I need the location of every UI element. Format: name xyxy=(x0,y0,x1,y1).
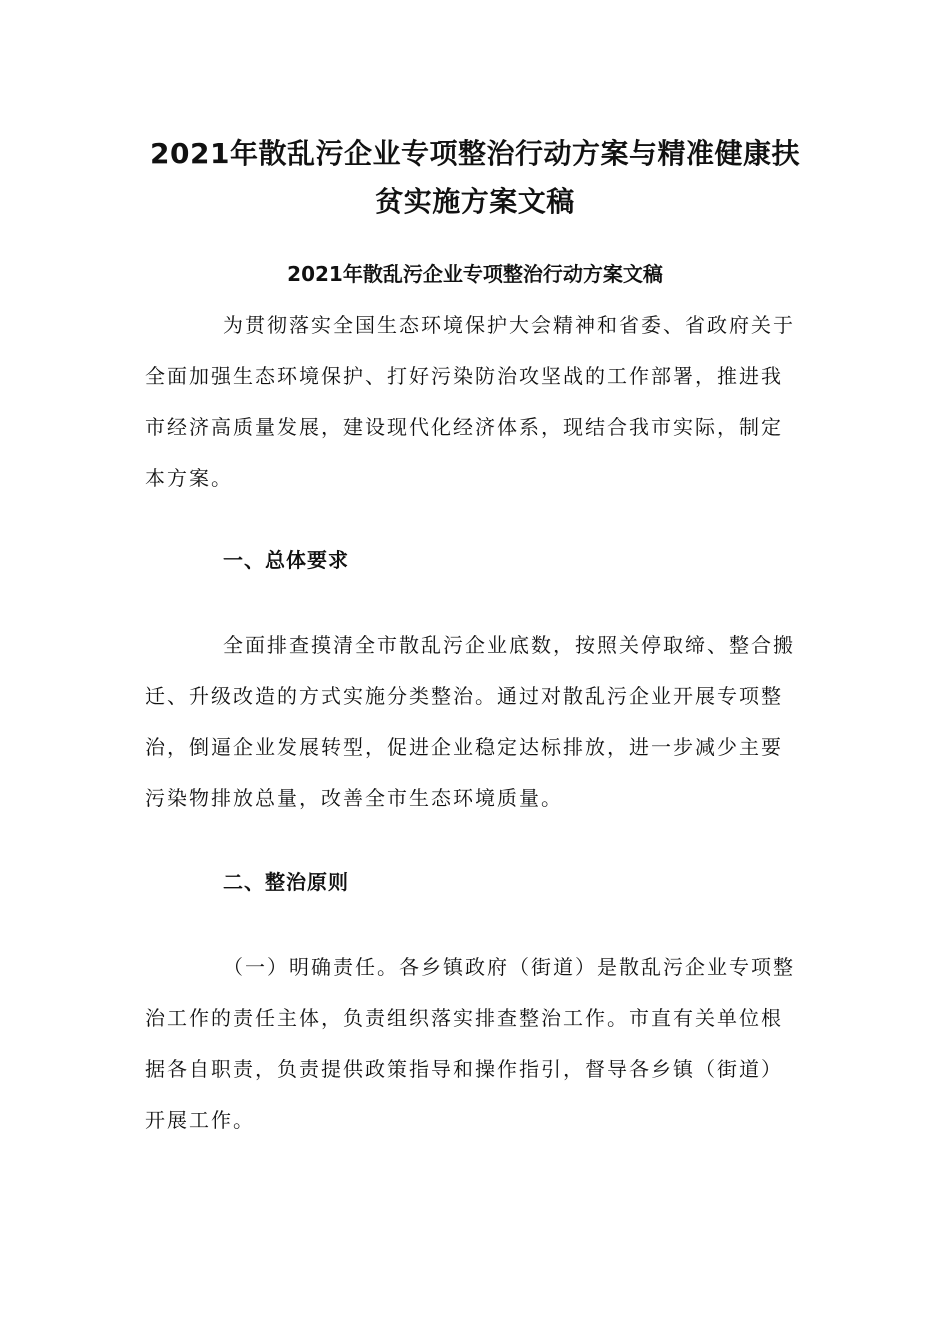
paragraph-line: （一）明确责任。各乡镇政府（街道）是散乱污企业专项整 xyxy=(223,955,795,979)
paragraph-line: 市经济高质量发展，建设现代化经济体系，现结合我市实际，制定 xyxy=(145,415,783,439)
paragraph-line: 为贯彻落实全国生态环境保护大会精神和省委、省政府关于 xyxy=(223,313,795,337)
paragraph-line: 本方案。 xyxy=(145,466,233,490)
paragraph-line: 污染物排放总量，改善全市生态环境质量。 xyxy=(145,786,563,810)
paragraph-line: 迁、升级改造的方式实施分类整治。通过对散乱污企业开展专项整 xyxy=(145,684,783,708)
paragraph-line: 全面加强生态环境保护、打好污染防治攻坚战的工作部署，推进我 xyxy=(145,364,783,388)
section2-paragraph xyxy=(145,942,810,1146)
paragraph-line: 治，倒逼企业发展转型，促进企业稳定达标排放，进一步减少主要 xyxy=(145,735,783,759)
document-title-line-1: 2021年散乱污企业专项整治行动方案与精准健康扶 xyxy=(150,137,800,170)
paragraph-line: 据各自职责，负责提供政策指导和操作指引，督导各乡镇（街道） xyxy=(145,1057,783,1081)
paragraph-line: 全面排查摸清全市散乱污企业底数，按照关停取缔、整合搬 xyxy=(223,633,795,657)
document-subtitle: 2021年散乱污企业专项整治行动方案文稿 xyxy=(287,262,663,286)
section-heading-overall-requirements: 一、总体要求 xyxy=(223,548,349,572)
intro-paragraph xyxy=(145,300,810,504)
paragraph-line: 治工作的责任主体，负责组织落实排查整治工作。市直有关单位根 xyxy=(145,1006,783,1030)
paragraph-line: 开展工作。 xyxy=(145,1108,255,1132)
document-title-line-2: 贫实施方案文稿 xyxy=(375,185,575,218)
section1-paragraph xyxy=(145,620,810,824)
section-heading-remediation-principles: 二、整治原则 xyxy=(223,870,349,894)
